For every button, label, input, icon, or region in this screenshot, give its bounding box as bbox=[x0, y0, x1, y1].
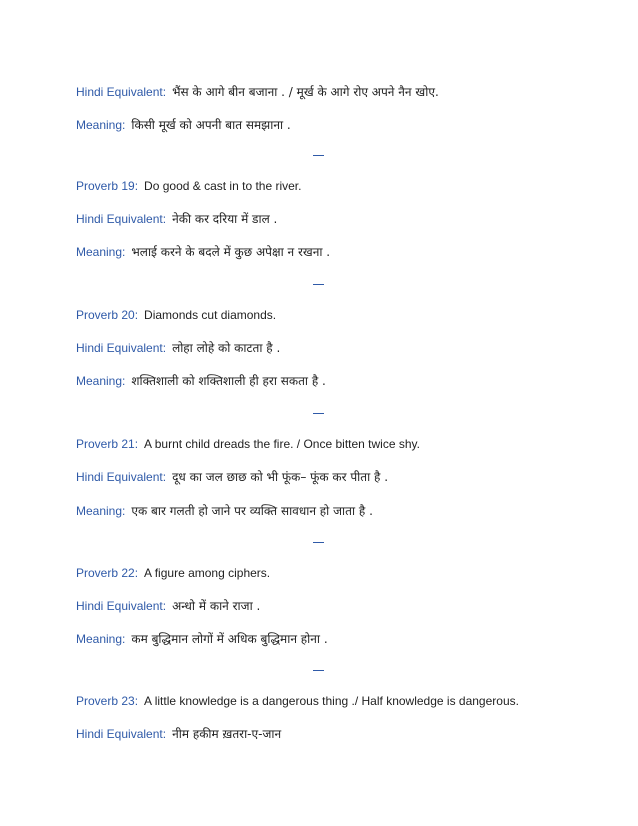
p22-hindi-line bbox=[76, 597, 260, 614]
p22-meaning-line bbox=[76, 630, 328, 647]
p18-meaning-line bbox=[76, 116, 291, 133]
p18-meaning-text: किसी मूर्ख को अपनी बात समझाना . bbox=[131, 118, 291, 132]
proverb-label: Proverb 19: bbox=[76, 179, 139, 193]
hindi-equivalent-label: Hindi Equivalent: bbox=[76, 85, 167, 99]
meaning-label: Meaning: bbox=[76, 632, 126, 646]
p21-meaning-line bbox=[76, 502, 373, 519]
hindi-equivalent-label: Hindi Equivalent: bbox=[76, 212, 167, 226]
meaning-label: Meaning: bbox=[76, 374, 126, 388]
p21-hindi-line bbox=[76, 468, 388, 485]
p21-english-text: A burnt child dreads the fire. / Once bitten twice shy. bbox=[144, 437, 420, 451]
separator bbox=[313, 542, 324, 543]
proverb-label: Proverb 21: bbox=[76, 437, 139, 451]
p22-proverb-line bbox=[76, 566, 270, 580]
p20-hindi-line bbox=[76, 339, 280, 356]
proverb-label: Proverb 22: bbox=[76, 566, 139, 580]
separator bbox=[313, 670, 324, 671]
p18-hindi-line bbox=[76, 83, 439, 100]
separator bbox=[313, 413, 324, 414]
proverb-label: Proverb 23: bbox=[76, 694, 139, 708]
hindi-equivalent-label: Hindi Equivalent: bbox=[76, 727, 167, 741]
p20-proverb-line bbox=[76, 308, 276, 322]
p22-hindi-text: अन्धो में काने राजा . bbox=[172, 599, 261, 613]
separator bbox=[313, 155, 324, 156]
p22-meaning-text: कम बुद्धिमान लोगों में अधिक बुद्धिमान होना . bbox=[131, 632, 328, 646]
p19-meaning-text: भलाई करने के बदले में कुछ अपेक्षा न रखना . bbox=[131, 245, 331, 259]
p23-hindi-text: नीम हकीम ख़तरा-ए-जान bbox=[172, 727, 282, 741]
hindi-equivalent-label: Hindi Equivalent: bbox=[76, 470, 167, 484]
p20-english-text: Diamonds cut diamonds. bbox=[144, 308, 277, 322]
p23-proverb-line bbox=[76, 694, 519, 708]
p21-proverb-line bbox=[76, 437, 420, 451]
hindi-equivalent-label: Hindi Equivalent: bbox=[76, 341, 167, 355]
p18-hindi-text: भैंस के आगे बीन बजाना . / मूर्ख के आगे रोए अपने नैन खोए. bbox=[172, 85, 439, 99]
p19-meaning-line bbox=[76, 243, 330, 260]
p21-meaning-text: एक बार गलती हो जाने पर व्यक्ति सावधान हो जाता है . bbox=[131, 504, 373, 518]
p22-english-text: A figure among ciphers. bbox=[144, 566, 271, 580]
meaning-label: Meaning: bbox=[76, 504, 126, 518]
p20-meaning-line bbox=[76, 372, 326, 389]
p23-english-text: A little knowledge is a dangerous thing ./ Half knowledge is dangerous. bbox=[144, 694, 519, 708]
p19-hindi-text: नेकी कर दरिया में डाल . bbox=[172, 212, 278, 226]
p23-hindi-line bbox=[76, 725, 281, 742]
meaning-label: Meaning: bbox=[76, 118, 126, 132]
meaning-label: Meaning: bbox=[76, 245, 126, 259]
proverb-label: Proverb 20: bbox=[76, 308, 139, 322]
p21-hindi-text: दूध का जल छाछ को भी फूंक– फूंक कर पीता है . bbox=[172, 470, 389, 484]
hindi-equivalent-label: Hindi Equivalent: bbox=[76, 599, 167, 613]
p20-hindi-text: लोहा लोहे को काटता है . bbox=[172, 341, 281, 355]
p19-english-text: Do good & cast in to the river. bbox=[144, 179, 302, 193]
p19-hindi-line bbox=[76, 210, 277, 227]
p19-proverb-line bbox=[76, 179, 301, 193]
p20-meaning-text: शक्तिशाली को शक्तिशाली ही हरा सकता है . bbox=[131, 374, 326, 388]
separator bbox=[313, 284, 324, 285]
